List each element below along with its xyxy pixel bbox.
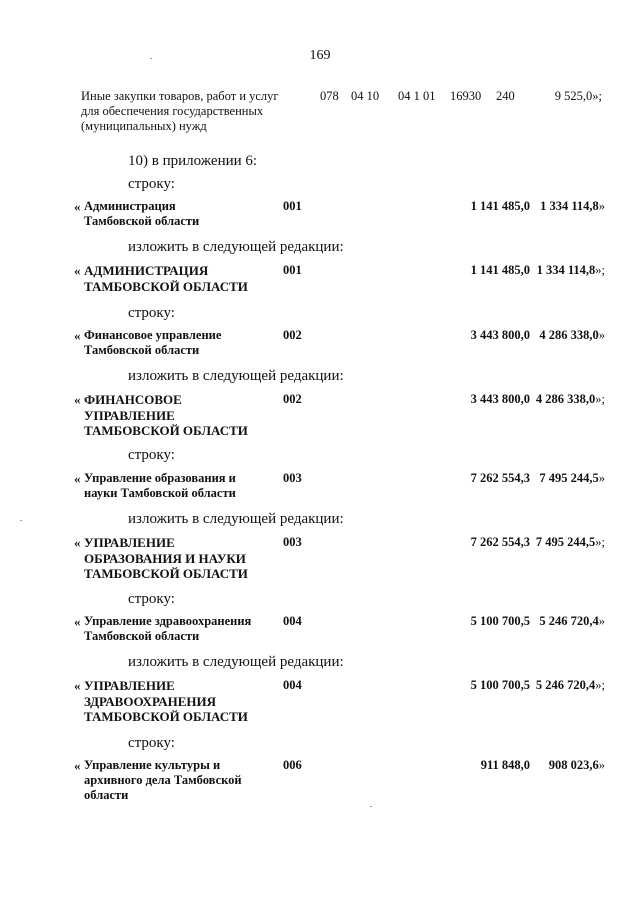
izl-label: изложить в следующей редакции: [128,654,344,670]
top-row-name-line-2: для обеспечения государственных [81,104,264,118]
value-1: 911 848,0 [480,758,530,772]
value-2 [549,758,605,773]
strok-label: строку: [128,447,175,463]
top-row-name-line-1: Иные закупки товаров, работ и услуг [81,89,279,103]
code: 002 [283,328,302,342]
top-row-name-line-3: (муниципальных) нужд [81,119,207,133]
value-2 [539,328,605,343]
old-name-line-2: Тамбовской области [84,214,200,228]
quote-open: « [74,471,81,486]
old-name-line-3: области [84,788,129,802]
new-name-line-3: ТАМБОВСКОЙ ОБЛАСТИ [84,566,248,581]
value-2-number: 4 286 338,0 [539,328,599,342]
value-2-number: 7 495 244,5 [539,471,599,485]
new-name-line-1: АДМИНИСТРАЦИЯ [84,263,209,278]
old-name-line-2: архивного дела Тамбовской [84,773,242,787]
top-row-code-2: 04 10 [351,89,380,103]
top-row-code-4: 16930 [450,89,482,103]
izl-label: изложить в следующей редакции: [128,511,344,527]
top-row-code-5: 240 [496,89,515,103]
row-end: » [598,758,605,772]
old-name-line-2: науки Тамбовской области [84,486,236,500]
code: 001 [283,263,302,277]
value-2-number: 4 286 338,0 [535,392,596,406]
value-2-number: 1 334 114,8 [540,199,599,213]
izl-label: изложить в следующей редакции: [128,239,344,255]
old-name-line-1: Финансовое управление [84,328,222,342]
value-2 [539,614,605,629]
row-end: »; [595,678,605,692]
old-name-line-1: Управление культуры и [84,758,221,772]
value-1: 3 443 800,0 [470,392,530,406]
new-name-line-2: ЗДРАВООХРАНЕНИЯ [84,693,217,709]
quote-open: « [74,535,81,550]
old-name-line-2: Тамбовской области [84,343,200,357]
quote-open: « [74,328,81,343]
value-2-number: 5 246 720,4 [535,678,596,692]
value-2 [539,471,605,486]
new-name-line-3: ТАМБОВСКОЙ ОБЛАСТИ [84,709,248,724]
value-2-number: 5 246 720,4 [539,614,599,628]
new-name-line-2: ОБРАЗОВАНИЯ И НАУКИ [84,550,246,566]
value-2 [537,263,605,278]
scan-speck [20,520,22,521]
code: 001 [283,199,302,213]
code: 003 [283,471,302,485]
row-end: » [598,614,605,628]
scan-speck [370,806,372,807]
old-name-line-1: Управление образования и [84,471,236,485]
quote-open: « [74,614,81,629]
quote-open: « [74,758,81,773]
value-1: 1 141 485,0 [470,263,530,277]
item-label: 10) в приложении 6: [128,153,258,169]
scan-speck [150,58,152,59]
new-name-line-2: УПРАВЛЕНИЕ [84,407,175,423]
value-1: 1 141 485,0 [470,199,530,213]
value-2-number: 7 495 244,5 [535,535,596,549]
value-2 [536,392,605,407]
row-end: » [598,328,605,342]
value-1: 7 262 554,3 [470,471,530,485]
row-end: » [598,471,605,485]
strok-label: строку: [128,735,175,751]
strok-label: строку: [128,305,175,321]
value-2 [540,199,605,214]
code: 002 [283,392,302,406]
value-1: 5 100 700,5 [470,678,530,692]
value-2 [536,535,605,550]
new-name-line-3: ТАМБОВСКОЙ ОБЛАСТИ [84,423,248,438]
value-2-number: 908 023,6 [548,758,599,772]
code: 004 [283,678,302,692]
top-row-amount: 9 525,0»; [554,89,602,103]
quote-open: « [74,392,81,407]
row-end: »; [595,392,605,406]
old-name-line-2: Тамбовской области [84,629,200,643]
quote-open: « [74,678,81,693]
old-name-line-1: Администрация [84,199,176,213]
new-name-line-2: ТАМБОВСКОЙ ОБЛАСТИ [84,279,248,294]
new-name-line-1: ФИНАНСОВОЕ [84,392,182,407]
value-1: 5 100 700,5 [470,614,530,628]
value-2-number: 1 334 114,8 [536,263,596,277]
top-row-code-3: 04 1 01 [398,89,436,103]
value-1: 3 443 800,0 [470,328,530,342]
code: 003 [283,535,302,549]
code: 004 [283,614,302,628]
strok-label: строку: [128,591,175,607]
new-name-line-1: УПРАВЛЕНИЕ [84,678,175,693]
value-1: 7 262 554,3 [470,535,530,549]
row-end: » [598,199,605,213]
value-2 [536,678,605,693]
old-name-line-1: Управление здравоохранения [84,614,252,628]
code: 006 [283,758,302,772]
strok-label: строку: [128,176,175,192]
row-end: »; [595,535,605,549]
izl-label: изложить в следующей редакции: [128,368,344,384]
top-row-code-1: 078 [320,89,339,103]
quote-open: « [74,263,81,278]
page-number: 169 [309,48,331,63]
new-name-line-1: УПРАВЛЕНИЕ [84,535,175,550]
quote-open: « [74,199,81,214]
row-end: »; [595,263,605,277]
